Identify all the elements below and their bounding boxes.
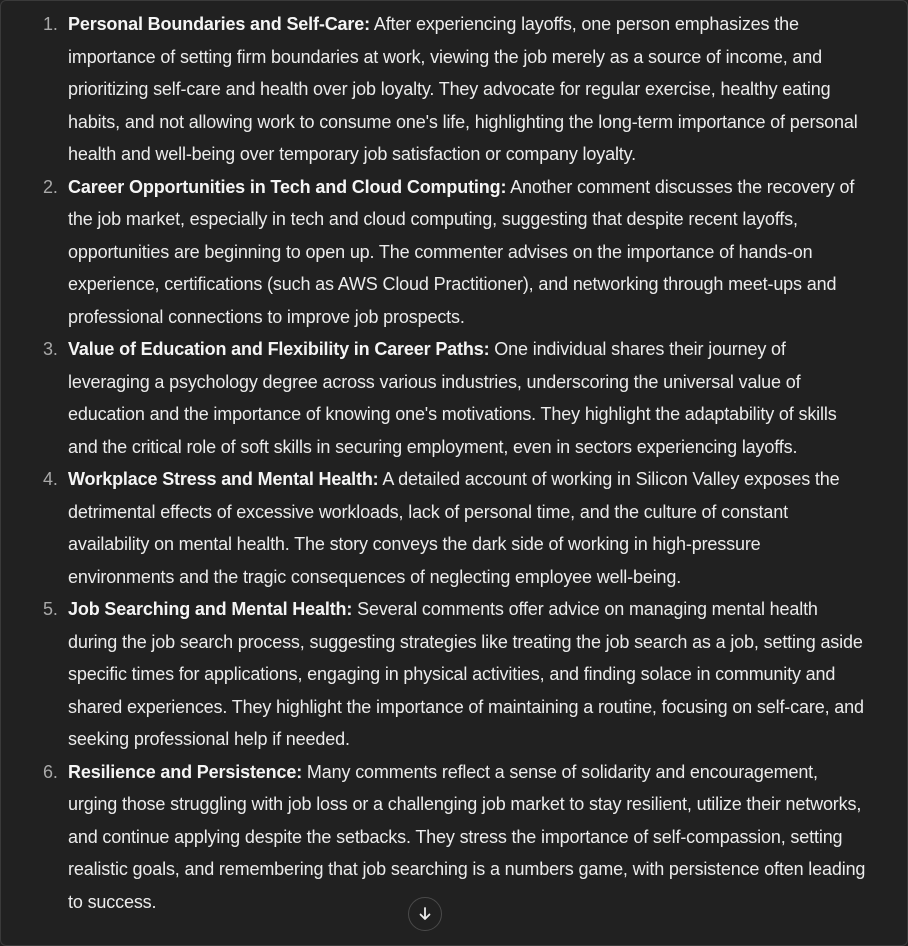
list-item	[1, 333, 908, 463]
list-item-heading: Value of Education and Flexibility in Career Paths:	[68, 339, 490, 359]
arrow-down-icon	[417, 906, 433, 922]
list-number: 2.	[43, 176, 58, 197]
scroll-to-bottom-button[interactable]	[408, 897, 442, 931]
list-number: 3.	[43, 339, 58, 359]
assistant-response	[1, 8, 908, 918]
list-item-heading: Career Opportunities in Tech and Cloud Computing:	[68, 176, 507, 197]
list-item	[1, 171, 908, 334]
list-item-heading: Personal Boundaries and Self-Care:	[68, 14, 370, 34]
list-number: 5.	[43, 599, 58, 619]
list-item-body: Another comment discusses the recovery of the job market, especially in tech and cloud computing, suggesting that despite recent layoffs, opportunities are beginning to open up. The commenter advises on the importance of hands-on experience, certifications (such as AWS Cloud Practitioner), and networking through meet-ups and professional connections to improve job prospects.	[68, 176, 855, 327]
list-item-body: Several comments offer advice on managing mental health during the job search process, suggesting strategies like treating the job search as a job, setting aside specific times for applications, engaging in physical activities, and finding solace in community and shared experiences. They highlight the importance of maintaining a routine, focusing on self-care, and seeking professional help if needed.	[68, 599, 864, 749]
list-number: 4.	[43, 469, 58, 489]
list-item-body: One individual shares their journey of leveraging a psychology degree across various industries, underscoring the universal value of education and the importance of knowing one's motivations. They highlight the adaptability of skills and the critical role of soft skills in securing employment, even in sectors experiencing layoffs.	[68, 339, 837, 457]
list-item-body: After experiencing layoffs, one person emphasizes the importance of setting firm boundaries at work, viewing the job merely as a source of income, and prioritizing self-care and health over job loyalty. They advocate for regular exercise, healthy eating habits, and not allowing work to consume one's life, highlighting the long-term importance of personal health and well-being over temporary job satisfaction or company loyalty.	[68, 14, 858, 164]
list-item	[1, 756, 908, 919]
list-item	[1, 463, 908, 593]
list-item-heading: Job Searching and Mental Health:	[68, 599, 353, 619]
list-number: 1.	[43, 14, 58, 34]
list-item-body: Many comments reflect a sense of solidarity and encouragement, urging those struggling with job loss or a challenging job market to stay resilient, utilize their networks, and continue applying despite the setbacks. They stress the importance of self-compassion, setting realistic goals, and remembering that job searching is a numbers game, with persistence often leading to success.	[68, 761, 866, 912]
list-number: 6.	[43, 761, 58, 782]
list-item	[1, 8, 908, 171]
list-item-heading: Workplace Stress and Mental Health:	[68, 469, 379, 489]
list-item-heading: Resilience and Persistence:	[68, 761, 303, 782]
list-item	[1, 593, 908, 756]
list-item-body: A detailed account of working in Silicon Valley exposes the detrimental effects of excessive workloads, lack of personal time, and the culture of constant availability on mental health. The story conveys the dark side of working in high-pressure environments and the tragic consequences of neglecting employee well-being.	[68, 469, 840, 587]
topic-list	[1, 8, 908, 918]
